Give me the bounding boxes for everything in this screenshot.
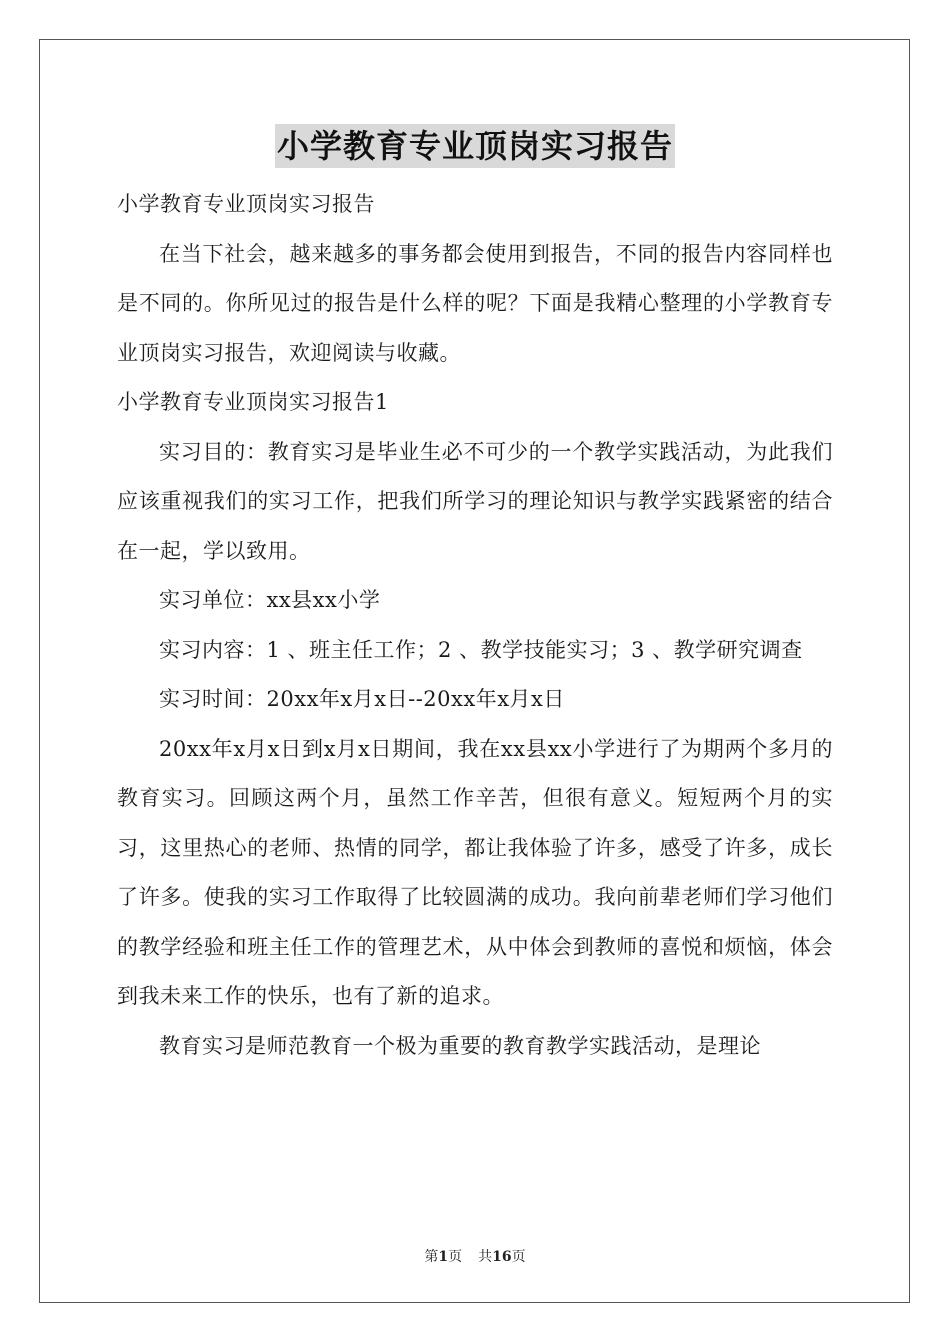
paragraph-3: 实习目的：教育实习是毕业生必不可少的一个教学实践活动，为此我们应该重视我们的实习工作，把我们所学习的理论知识与教学实践紧密的结合在一起，学以致用。	[117, 439, 833, 563]
document-title: 小学教育专业顶岗实习报告	[275, 124, 675, 168]
paragraph-8: 教育实习是师范教育一个极为重要的教育教学实践活动，是理论	[159, 1033, 761, 1058]
paragraph-5: 实习内容：1 、班主任工作；2 、教学技能实习；3 、教学研究调查	[159, 637, 803, 662]
page-suffix: 页	[448, 1249, 463, 1265]
page-number: 1	[438, 1249, 449, 1265]
paragraph-1: 在当下社会，越来越多的事务都会使用到报告，不同的报告内容同样也是不同的。你所见过的报告是什么样的呢？下面是我精心整理的小学教育专业顶岗实习报告，欢迎阅读与收藏。	[117, 241, 833, 365]
title-container	[0, 124, 950, 168]
paragraph-4: 实习单位：xx县xx小学	[159, 588, 381, 612]
paragraph-0: 小学教育专业顶岗实习报告	[117, 192, 375, 216]
total-prefix: 共	[478, 1249, 493, 1265]
document-body	[117, 180, 833, 1071]
paragraph-2: 小学教育专业顶岗实习报告1	[117, 390, 389, 414]
page-prefix: 第	[424, 1249, 439, 1265]
page-footer	[0, 1247, 950, 1267]
total-suffix: 页	[511, 1249, 526, 1265]
paragraph-6: 实习时间：20xx年x月x日--20xx年x月x日	[159, 687, 565, 711]
paragraph-7: 20xx年x月x日到x月x日期间，我在xx县xx小学进行了为期两个多月的教育实习。回顾这两个月，虽然工作辛苦，但很有意义。短短两个月的实习，这里热心的老师、热情的同学，都让我体验了许多，感受了许多，成长了许多。使我的实习工作取得了比较圆满的成功。我向前辈老师们学习他们的教学经验和班主任工作的管理艺术，从中体会到教师的喜悦和烦恼，体会到我未来工作的快乐，也有了新的追求。	[117, 736, 833, 1008]
total-pages: 16	[492, 1249, 512, 1265]
